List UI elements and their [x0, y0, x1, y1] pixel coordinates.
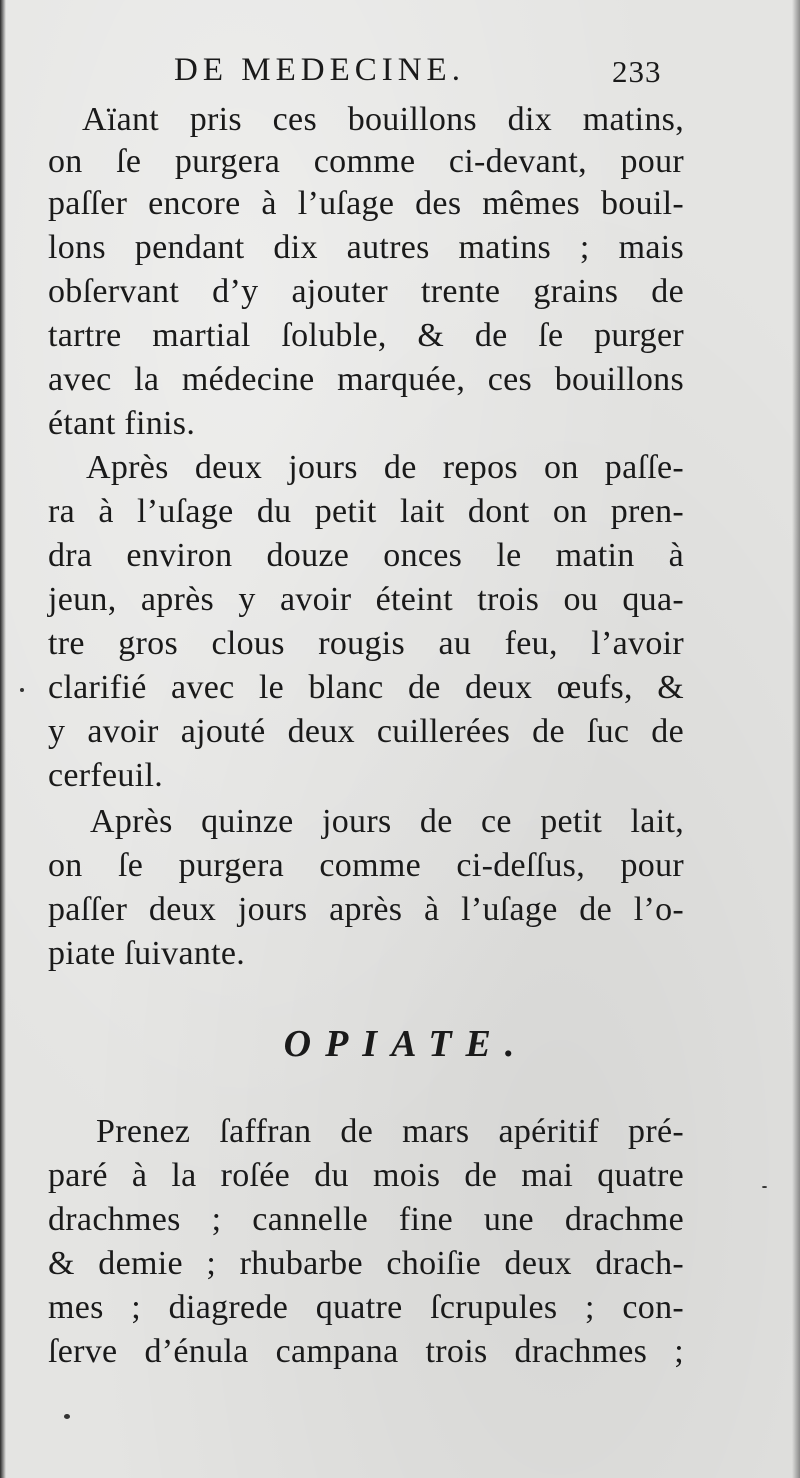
text-line: piate ſuivante.: [48, 935, 246, 972]
text-line: ra à l’uſage du petit lait dont on pren-: [48, 493, 684, 530]
text-line: jeun, après y avoir éteint trois ou qua-: [48, 581, 684, 618]
text-line: lons pendant dix autres matins ; mais: [48, 229, 684, 266]
text-line: cerfeuil.: [48, 757, 164, 794]
text-line: y avoir ajouté deux cuillerées de ſuc de: [48, 713, 684, 750]
text-line: clarifié avec le blanc de deux œufs, &: [48, 669, 684, 706]
ink-speck: [20, 688, 24, 692]
page-number: 233: [612, 54, 662, 89]
text-line: Après deux jours de repos on paſſe-: [86, 449, 684, 486]
text-line: obſervant d’y ajouter trente grains de: [48, 273, 684, 310]
text-line: Après quinze jours de ce petit lait,: [90, 803, 684, 840]
text-line: avec la médecine marquée, ces bouillons: [48, 361, 684, 398]
text-line: dra environ douze onces le matin à: [48, 537, 684, 574]
ink-speck: [64, 1414, 70, 1419]
text-line: ſerve d’énula campana trois drachmes ;: [48, 1333, 684, 1370]
text-line: paré à la roſée du mois de mai quatre: [48, 1157, 684, 1194]
text-line: paſſer encore à l’uſage des mêmes bouil-: [48, 185, 684, 222]
text-line: paſſer deux jours après à l’uſage de l’o-: [48, 891, 684, 928]
text-line: & demie ; rhubarbe choiſie deux drach-: [48, 1245, 684, 1282]
text-line: étant finis.: [48, 405, 196, 442]
text-line: on ſe purgera comme ci-devant, pour: [48, 143, 684, 180]
text-line: tre gros clous rougis au feu, l’avoir: [48, 625, 684, 662]
running-title: DE MEDECINE.: [174, 52, 465, 88]
section-heading: OPIATE.: [283, 1023, 529, 1065]
text-line: drachmes ; cannelle fine une drachme: [48, 1201, 684, 1238]
text-line: Aïant pris ces bouillons dix matins,: [82, 101, 684, 138]
text-line: Prenez ſaffran de mars apéritif pré-: [96, 1113, 684, 1150]
running-head: [0, 52, 800, 92]
text-line: mes ; diagrede quatre ſcrupules ; con-: [48, 1289, 684, 1326]
ink-speck: [762, 1186, 767, 1188]
text-line: tartre martial ſoluble, & de ſe purger: [48, 317, 684, 354]
text-line: on ſe purgera comme ci-deſſus, pour: [48, 847, 684, 884]
